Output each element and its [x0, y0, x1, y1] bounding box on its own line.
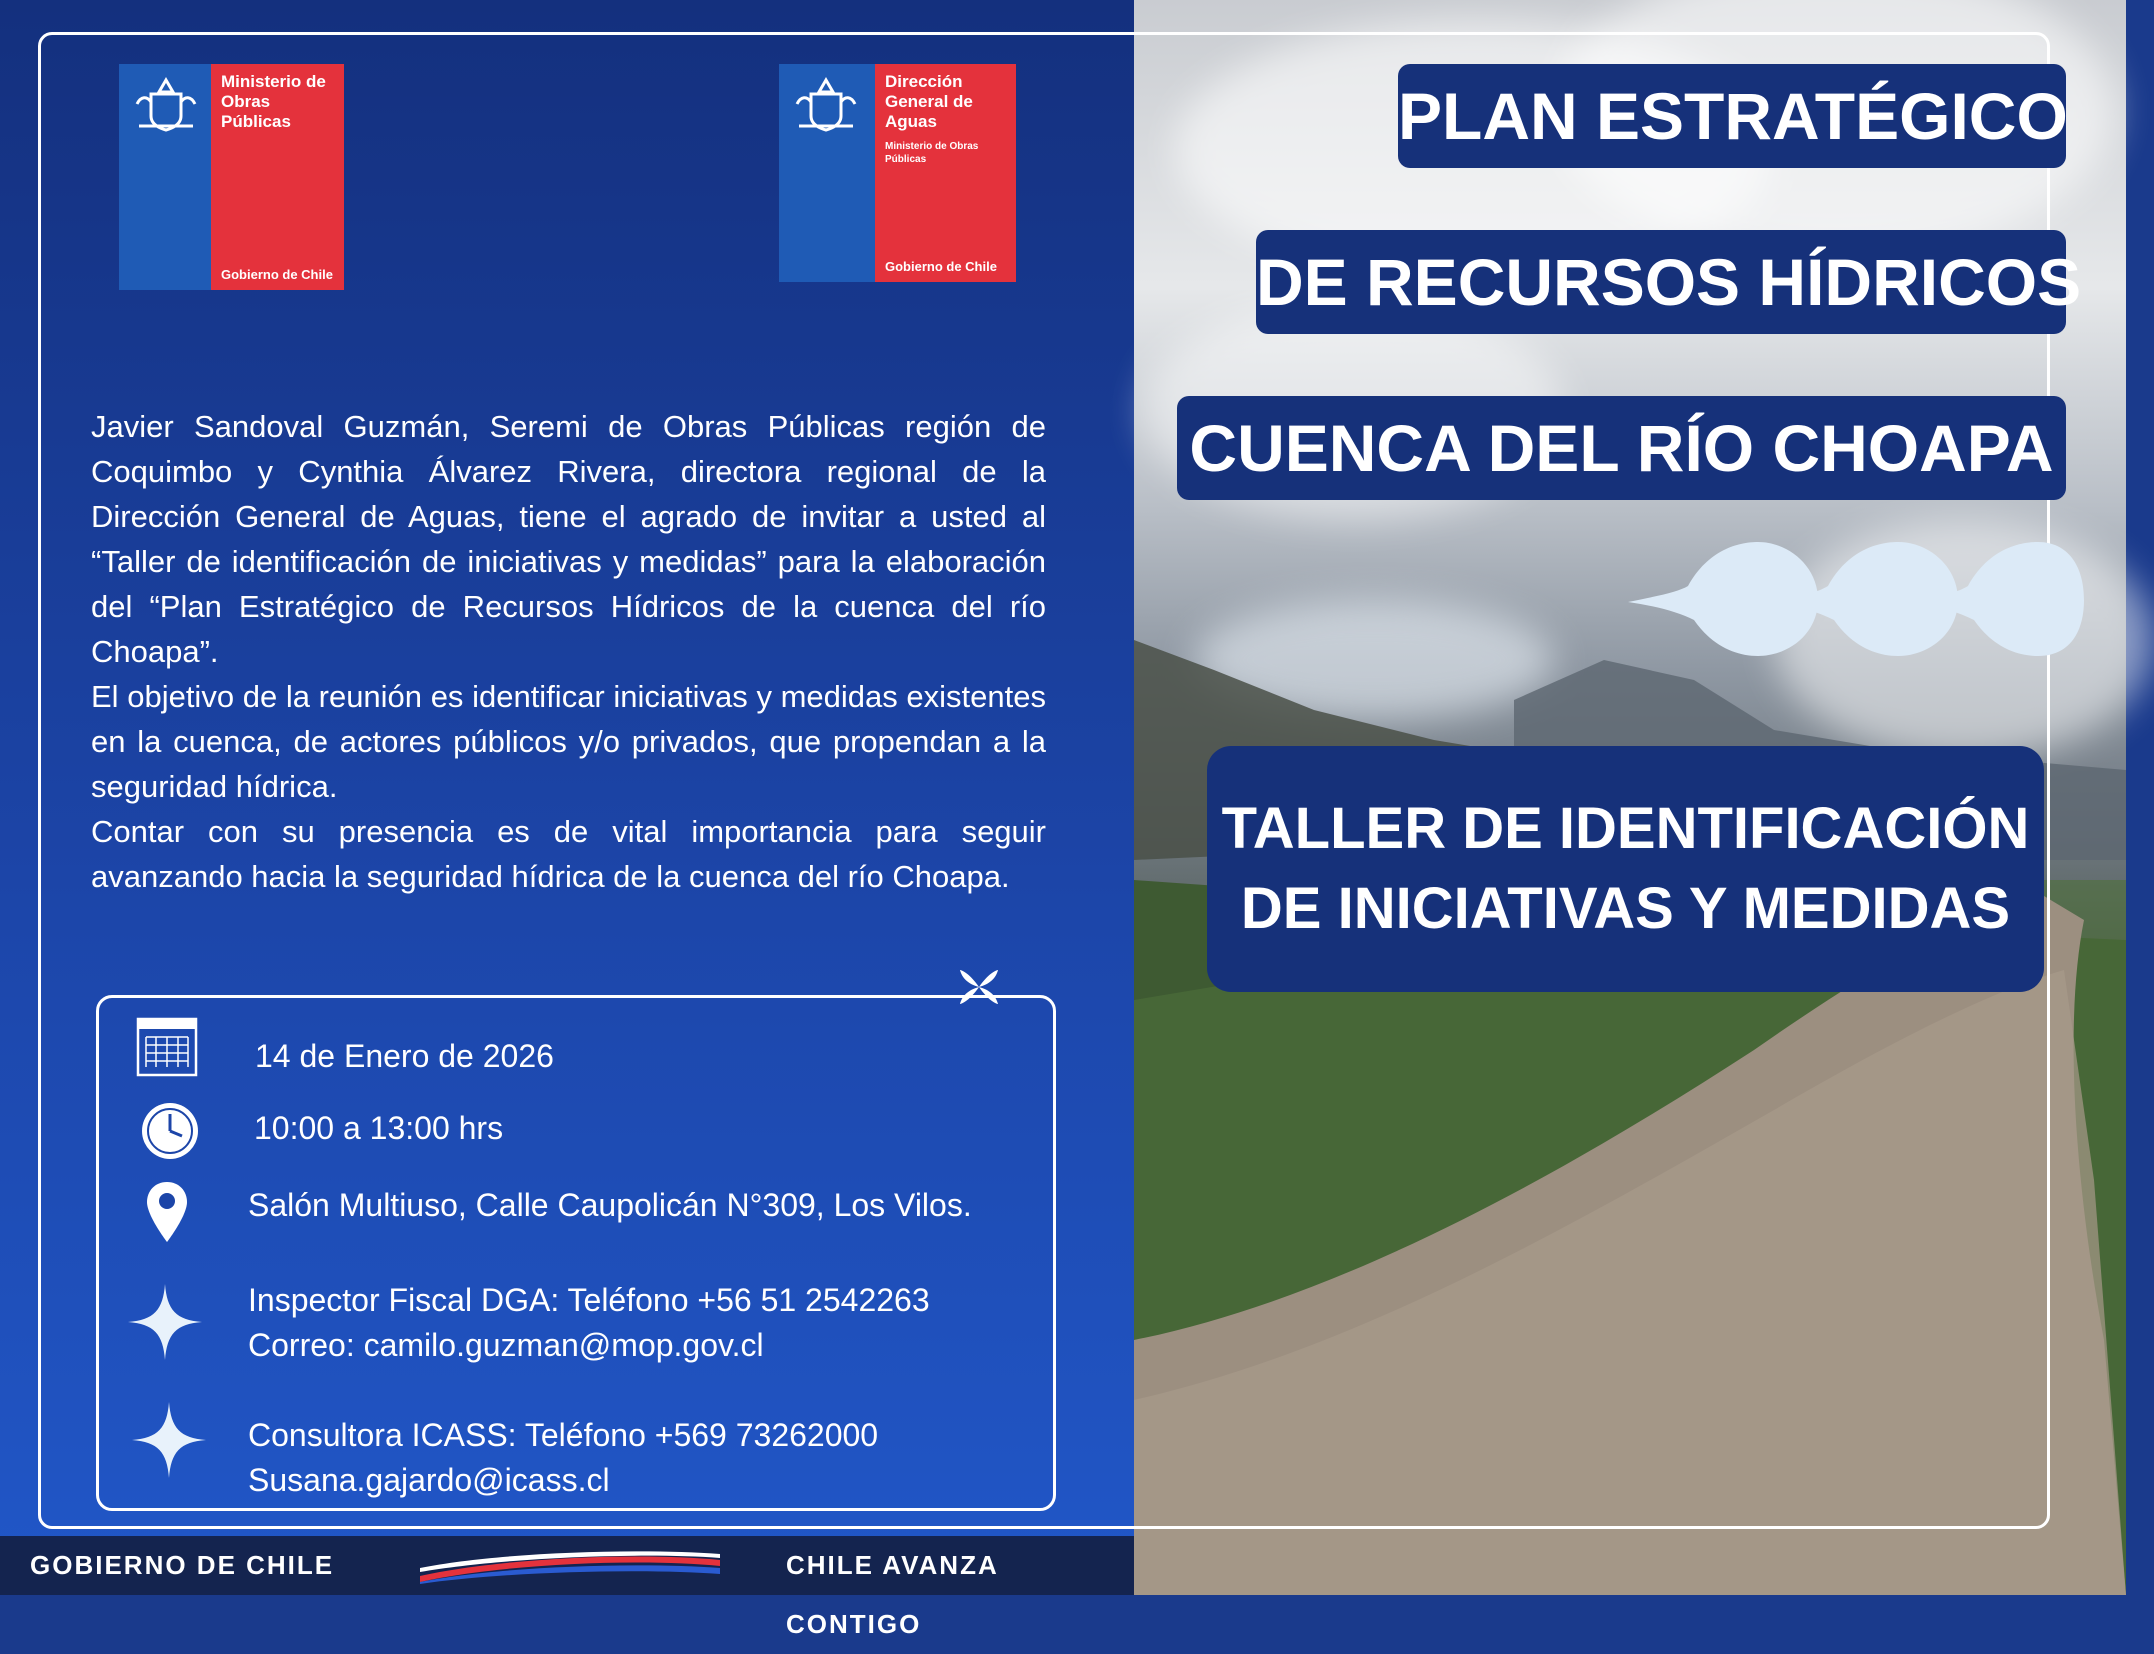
dga-logo-gov: Gobierno de Chile	[885, 259, 997, 274]
workshop-title-line-2: DE INICIATIVAS Y MEDIDAS	[1240, 876, 2011, 941]
mop-logo-name: Ministerio de Obras Públicas	[221, 72, 326, 131]
footer-government: GOBIERNO DE CHILE	[30, 1550, 335, 1580]
dga-logo-sub: Ministerio de Obras Públicas	[885, 141, 979, 165]
coat-of-arms-icon	[791, 74, 861, 134]
dga-logo-name: Dirección General de Aguas	[885, 72, 973, 131]
clock-icon	[138, 1100, 202, 1162]
event-time: 10:00 a 13:00 hrs	[254, 1110, 504, 1146]
invitation-text	[91, 404, 1046, 899]
location-pin-icon	[145, 1180, 189, 1244]
invitation-paragraph-3: Contar con su presencia es de vital importancia para seguir avanzando hacia la seguridad hídrica de la cuenca del río Choapa.	[91, 814, 1046, 894]
mop-logo	[119, 64, 344, 290]
title-line-2: DE RECURSOS HÍDRICOS	[1256, 230, 2066, 334]
invitation-paragraph-1: Javier Sandoval Guzmán, Seremi de Obras Públicas región de Coquimbo y Cynthia Álvarez Rivera, directora regional de la Dirección General de Aguas, tiene el agrado de invitar a usted al “Taller de identificación de iniciativas y medidas” para la elaboración del “Plan Estratégico de Recursos Hídricos de la cuenca del río Choapa”.	[91, 409, 1046, 669]
calendar-icon	[136, 1013, 198, 1077]
workshop-title-line-1: TALLER DE IDENTIFICACIÓN	[1221, 796, 2030, 861]
contact-dga-phone: Inspector Fiscal DGA: Teléfono +56 51 2542263	[248, 1282, 930, 1318]
footer-slogan: CHILE AVANZA CONTIGO	[786, 1550, 998, 1639]
contact-icass-email[interactable]: Susana.gajardo@icass.cl	[248, 1462, 610, 1498]
star-icon	[126, 1282, 204, 1362]
title-line-1: PLAN ESTRATÉGICO	[1398, 64, 2066, 168]
event-date: 14 de Enero de 2026	[255, 1038, 554, 1074]
contact-dga-email[interactable]: Correo: camilo.guzman@mop.gov.cl	[248, 1327, 764, 1363]
coat-of-arms-icon	[131, 74, 201, 134]
title-line-3: CUENCA DEL RÍO CHOAPA	[1177, 396, 2066, 500]
workshop-title	[1207, 746, 2044, 992]
water-drops-icon	[1628, 536, 2084, 660]
dga-logo	[779, 64, 1016, 282]
sparkle-icon	[956, 964, 1002, 1010]
invitation-paragraph-2: El objetivo de la reunión es identificar iniciativas y medidas existentes en la cuenca, de actores públicos y/o privados, que propendan a la seguridad hídrica.	[91, 679, 1046, 804]
mop-logo-gov: Gobierno de Chile	[221, 267, 333, 282]
star-icon	[130, 1400, 208, 1480]
footer-bar	[0, 1536, 1134, 1639]
event-place: Salón Multiuso, Calle Caupolicán N°309, Los Vilos.	[248, 1187, 972, 1223]
contact-icass-phone: Consultora ICASS: Teléfono +569 73262000	[248, 1417, 879, 1453]
flag-stripes-icon	[420, 1550, 720, 1584]
